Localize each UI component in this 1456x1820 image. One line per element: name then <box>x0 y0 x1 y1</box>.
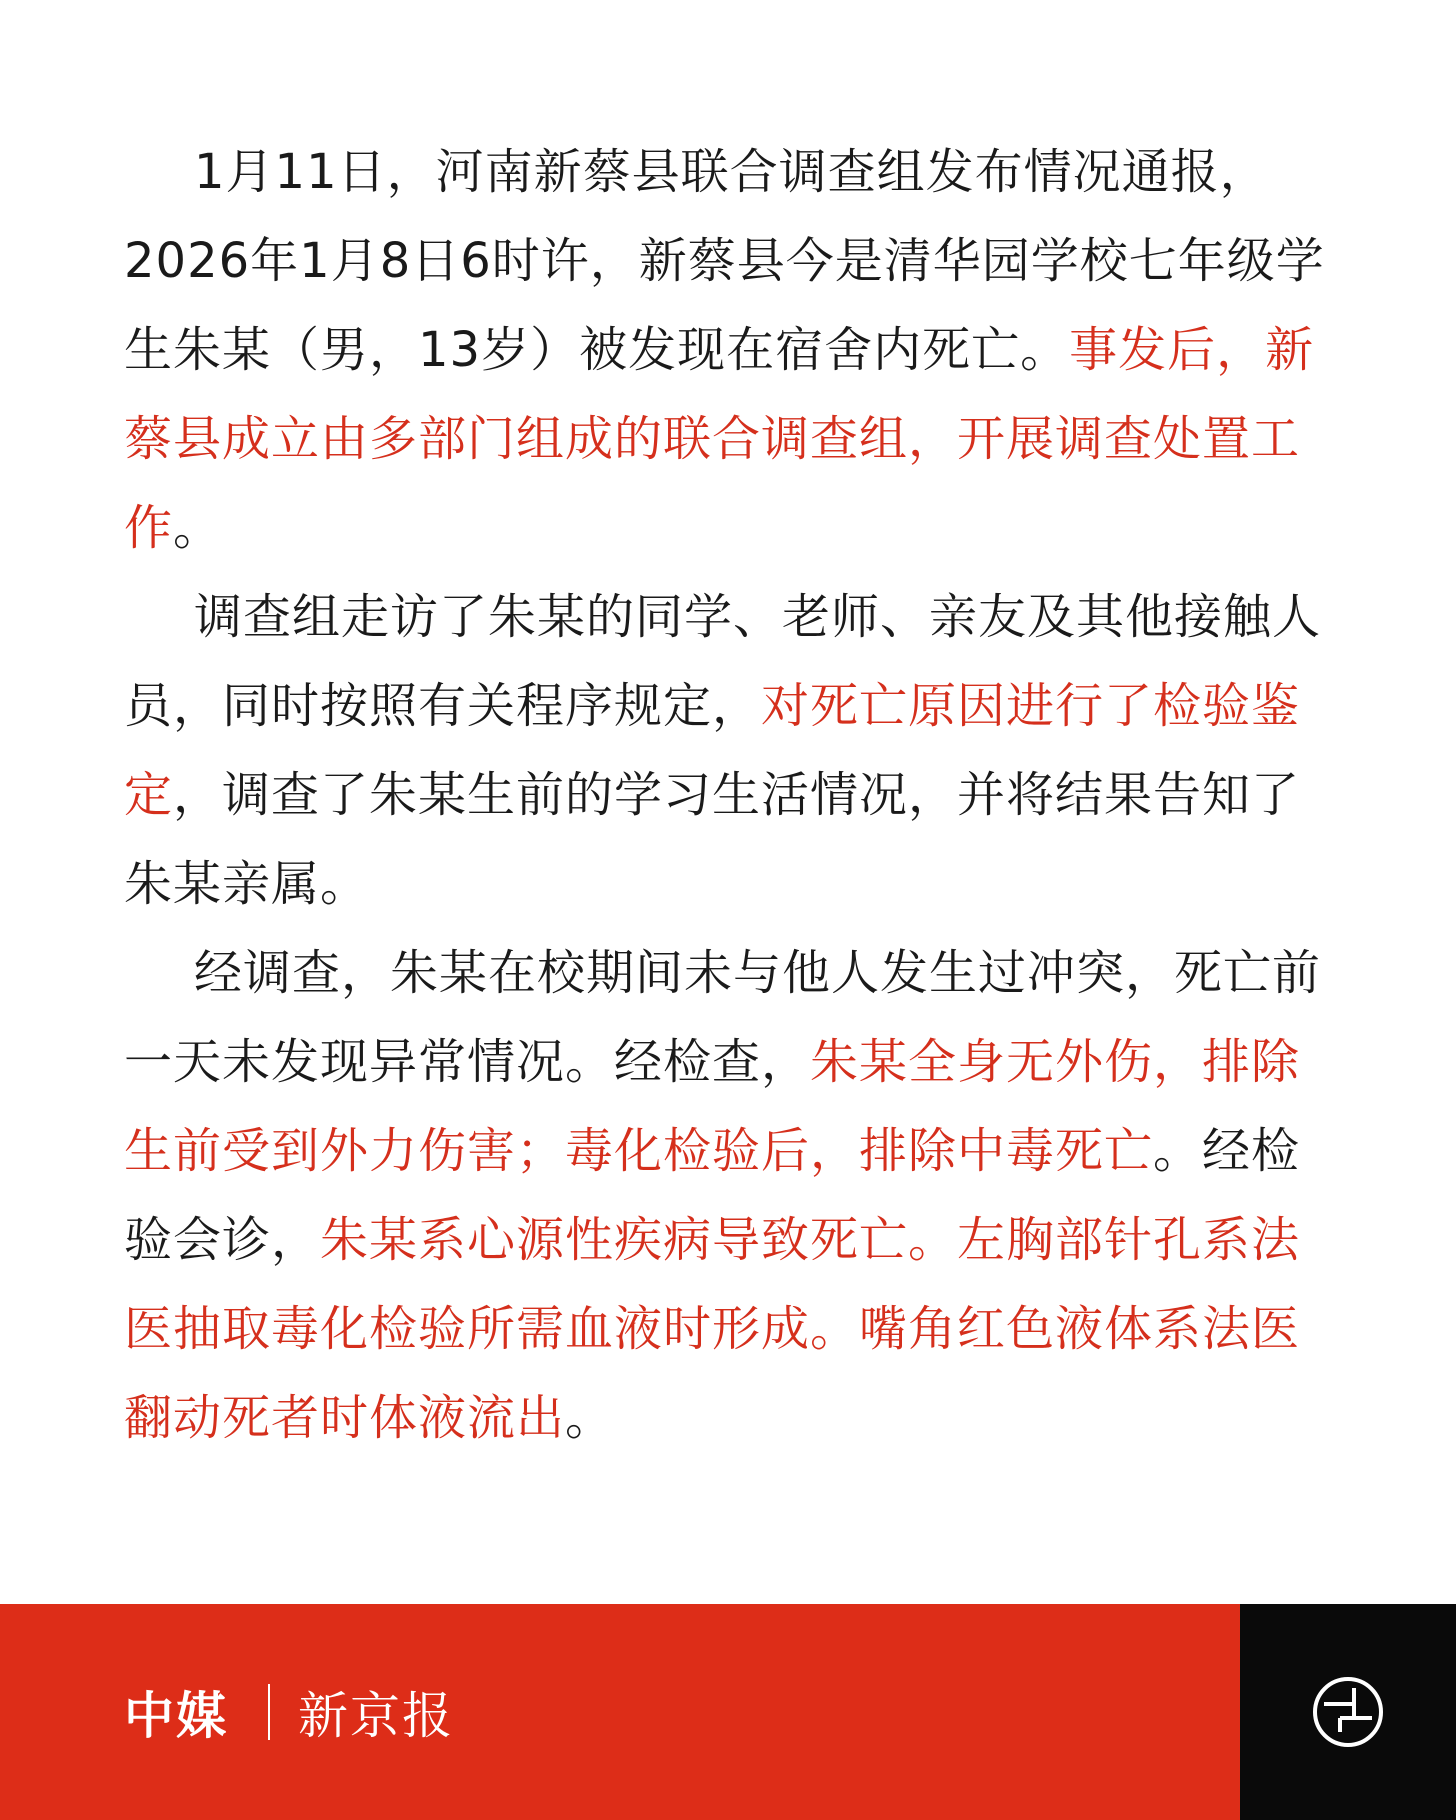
brand-sub-label: 新京报 <box>298 1687 454 1745</box>
footer-brand-area <box>0 1604 1240 1820</box>
paragraph-3 <box>124 929 1344 1463</box>
highlighted-text-run: 对死亡原因进行了检验鉴定 <box>124 678 1301 823</box>
text-run: 调查组走访了朱某的同学、老师、亲友及其他接触人员，同时按照有关程序规定， <box>124 589 1322 734</box>
brand-divider <box>268 1684 270 1740</box>
highlighted-text-run: 事发后，新蔡县成立由多部门组成的联合调查组，开展调查处置工作 <box>124 322 1315 556</box>
xinjingbao-logo-icon <box>1310 1674 1386 1750</box>
highlighted-text-run: 朱某系心源性疾病导致死亡。左胸部针孔系法医抽取毒化检验所需血液时形成。嘴角红色液体系法医翻动死者时体液流出 <box>124 1212 1301 1446</box>
text-run: 1月11日，河南新蔡县联合调查组发布情况通报，2026年1月8日6时许，新蔡县今是清华园学校七年级学生朱某（男，13岁）被发现在宿舍内死亡。 <box>124 144 1325 378</box>
text-run: 。经检验会诊， <box>124 1123 1301 1268</box>
brand-main-label: 中媒 <box>124 1687 228 1745</box>
footer-logo-area <box>1240 1604 1456 1820</box>
text-run: 经调查，朱某在校期间未与他人发生过冲突，死亡前一天未发现异常情况。经检查， <box>124 945 1322 1090</box>
article-body <box>124 128 1344 1463</box>
highlighted-text-run: 朱某全身无外伤，排除生前受到外力伤害；毒化检验后，排除中毒死亡 <box>124 1034 1301 1179</box>
paragraph-1 <box>124 128 1344 573</box>
text-run: ，调查了朱某生前的学习生活情况，并将结果告知了朱某亲属。 <box>124 767 1301 912</box>
text-run: 。 <box>173 500 223 556</box>
footer-bar <box>0 1604 1456 1820</box>
paragraph-2 <box>124 573 1344 929</box>
text-run: 。 <box>565 1390 615 1446</box>
